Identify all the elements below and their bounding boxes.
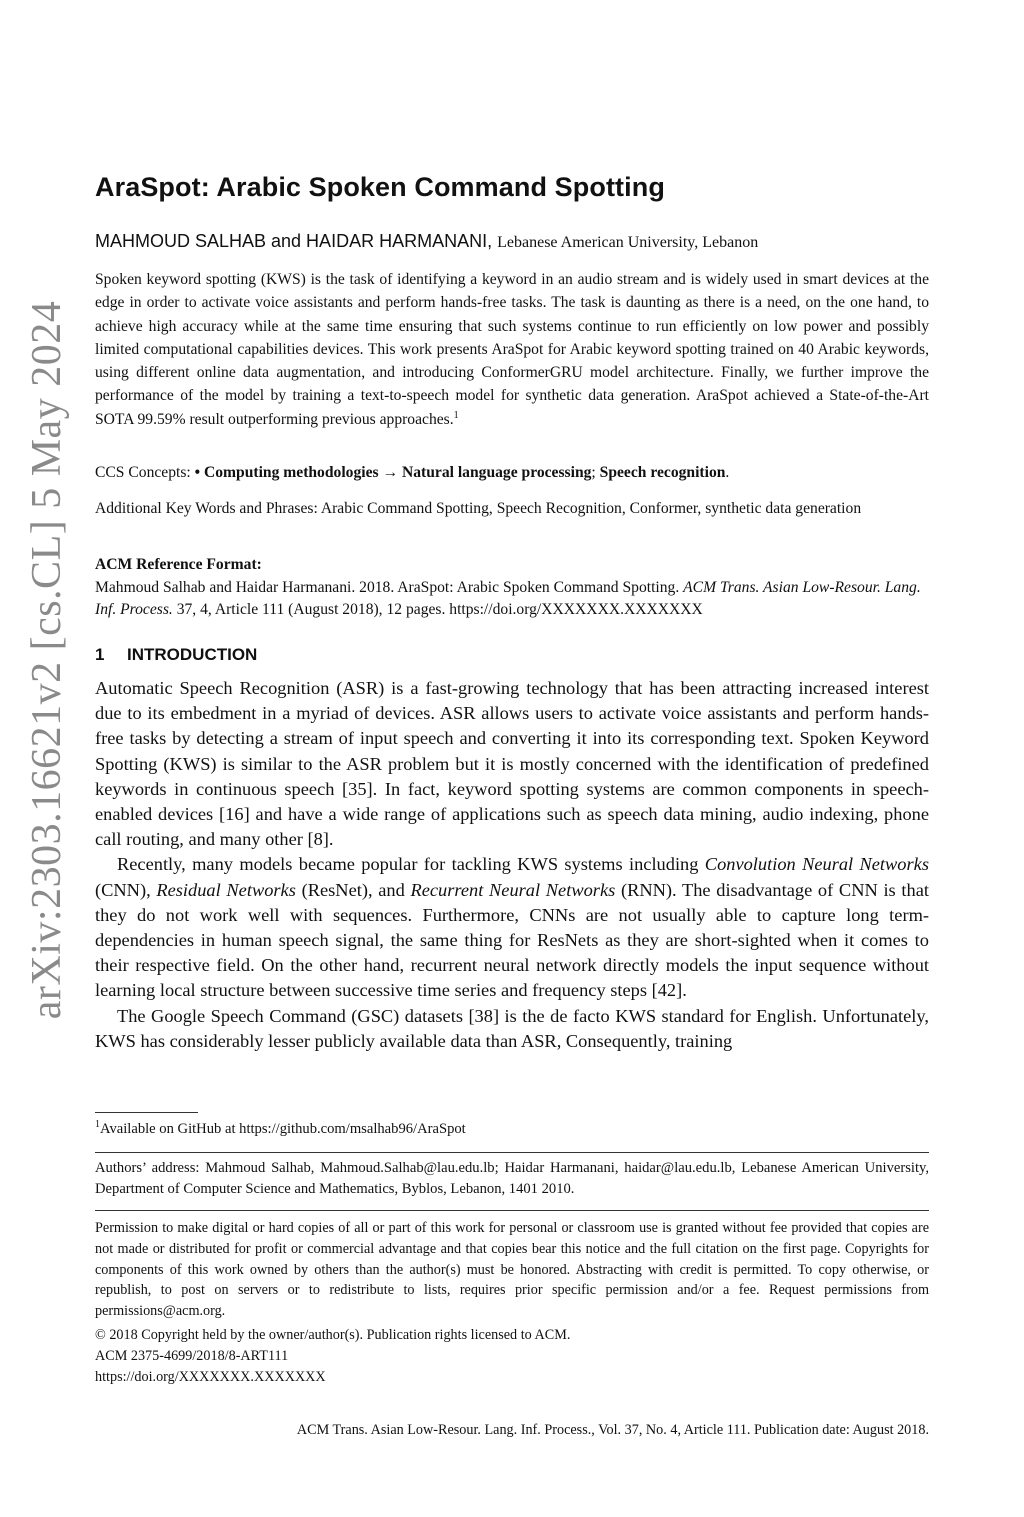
intro-p2-text-c: (ResNet), and <box>295 879 411 900</box>
acm-article-id: ACM 2375-4699/2018/8-ART111 <box>95 1347 289 1364</box>
intro-p2-resnet: Residual Networks <box>156 879 296 900</box>
section-title: INTRODUCTION <box>127 645 258 664</box>
author-names: MAHMOUD SALHAB and HAIDAR HARMANANI, <box>95 231 493 251</box>
permission-notice: Permission to make digital or hard copies of all or part of this work for personal or classroom use is granted without fee provided that copies are not made or distributed for profit or commercial advantage and that copies bear this notice and the full citation on the first page. Copyrights for components of this work owned by others than the author(s) must be honored. Abstracting with credit is permitted. To copy otherwise, or republish, to post on servers or to redistribute to lists, requires prior specific permission and/or a fee. Request permissions from permissions@acm.org. <box>95 1220 929 1320</box>
acm-reference-body <box>95 577 929 622</box>
ccs-bullet: • <box>194 464 204 481</box>
acm-reference-journal: ACM Trans. Asian Low-Resour. Lang. Inf. Process. <box>95 578 921 618</box>
introduction-body <box>95 676 929 1054</box>
intro-p2-cnn: Convolution Neural Networks <box>704 854 929 875</box>
section-number: 1 <box>95 645 105 664</box>
acm-reference-part2: 37, 4, Article 111 (August 2018), 12 pages. https://doi.org/XXXXXXX.XXXXXXX <box>172 601 703 618</box>
keywords: Additional Key Words and Phrases: Arabic Command Spotting, Speech Recognition, Conformer, synthetic data generation <box>95 500 862 517</box>
ccs-label: CCS Concepts: <box>95 464 195 481</box>
abstract-footnote-mark: 1 <box>453 409 459 421</box>
ccs-concepts <box>95 464 929 482</box>
section-heading-introduction <box>95 645 929 665</box>
page-footer: ACM Trans. Asian Low-Resour. Lang. Inf. Process., Vol. 37, No. 4, Article 111. Publication date: August 2018. <box>296 1422 929 1438</box>
footnote-text: Available on GitHub at https://github.com/msalhab96/AraSpot <box>100 1121 466 1137</box>
intro-paragraph-1: Automatic Speech Recognition (ASR) is a fast-growing technology that has been attracting increased interest due to its embedment in a myriad of devices. ASR allows users to activate voice assistants and perform hands-free tasks by detecting a stream of input speech and converting it into its corresponding text. Spoken Keyword Spotting (KWS) is similar to the ASR problem but it is mostly concerned with the identification of predefined keywords in continuous speech [35]. In fact, keyword spotting systems are common components in speech-enabled devices [16] and have a wide range of applications such as speech data mining, audio indexing, phone call routing, and many other [8]. <box>95 678 929 850</box>
paper-title: AraSpot: Arabic Spoken Command Spotting <box>95 172 665 202</box>
footnote-mark: 1 <box>95 1119 100 1131</box>
intro-p2-text-a: Recently, many models became popular for tackling KWS systems including <box>117 854 705 875</box>
intro-p2-rnn: Recurrent Neural Networks <box>410 879 616 900</box>
acm-reference <box>95 554 929 622</box>
ccs-concept-speech: Speech recognition <box>599 464 726 481</box>
authors-address: Authors’ address: Mahmoud Salhab, Mahmoud.Salhab@lau.edu.lb; Haidar Harmanani, haidar@lau.edu.lb, Lebanese American University, Department of Computer Science and Mathematics, Byblos, Lebanon, 1401 2010. <box>95 1160 929 1197</box>
copyright-line: © 2018 Copyright held by the owner/author(s). Publication rights licensed to ACM. <box>95 1327 571 1343</box>
ccs-concept-nlp: Natural language processing <box>401 464 592 481</box>
intro-p2-text-d: (RNN). The disadvantage of CNN is that they do not work well with sequences. Furthermore, CNNs are not usually able to capture long term-dependencies in human speech signal, the same thing for ResNets as they are short-sighted when it comes to their respective field. On the other hand, recurrent neural network directly models the input sequence without learning local structure between successive time series and frequency steps [42]. <box>95 879 929 1001</box>
ccs-concept-computing: Computing methodologies <box>204 464 379 481</box>
copyright-block <box>95 1325 929 1387</box>
author-affiliation: Lebanese American University, Lebanon <box>497 234 759 251</box>
abstract-text: Spoken keyword spotting (KWS) is the task of identifying a keyword in an audio stream and is widely used in smart devices at the edge in order to activate voice assistants and perform hands-free tasks. The task is daunting as there is a need, on the one hand, to achieve high accuracy while at the same time ensuring that such systems continue to run efficiently on low power and possibly limited computational capabilities devices. This work presents AraSpot for Arabic keyword spotting trained on 40 Arabic keywords, using different online data augmentation, and introducing ConformerGRU model architecture. Finally, we further improve the performance of the model by training a text-to-speech model for synthetic data generation. AraSpot achieved a State-of-the-Art SOTA 99.59% result outperforming previous approaches. <box>95 271 929 428</box>
doi-link: https://doi.org/XXXXXXX.XXXXXXX <box>95 1368 326 1385</box>
acm-reference-part1: Mahmoud Salhab and Haidar Harmanani. 2018. AraSpot: Arabic Spoken Command Spotting. <box>95 578 684 596</box>
acm-reference-heading: ACM Reference Format: <box>95 556 262 573</box>
intro-p2-text-b: (CNN), <box>95 879 157 900</box>
permission-rule <box>95 1210 929 1211</box>
ccs-arrow: → <box>378 464 402 481</box>
ccs-end: . <box>725 464 730 481</box>
address-rule <box>95 1152 929 1153</box>
ccs-separator: ; <box>591 464 600 481</box>
intro-paragraph-3: The Google Speech Command (GSC) datasets [38] is the de facto KWS standard for English. Unfortunately, KWS has considerably lesser publicly available data than ASR, Consequently, training <box>95 1005 929 1051</box>
footnote <box>95 1121 929 1138</box>
author-line <box>95 231 929 252</box>
arxiv-stamp <box>22 290 72 1030</box>
intro-paragraph-2 <box>95 852 929 1003</box>
abstract <box>95 268 929 431</box>
footnote-rule <box>95 1112 198 1113</box>
arxiv-stamp-text: arXiv:2303.16621v2 [cs.CL] 5 May 2024 <box>24 300 70 1020</box>
